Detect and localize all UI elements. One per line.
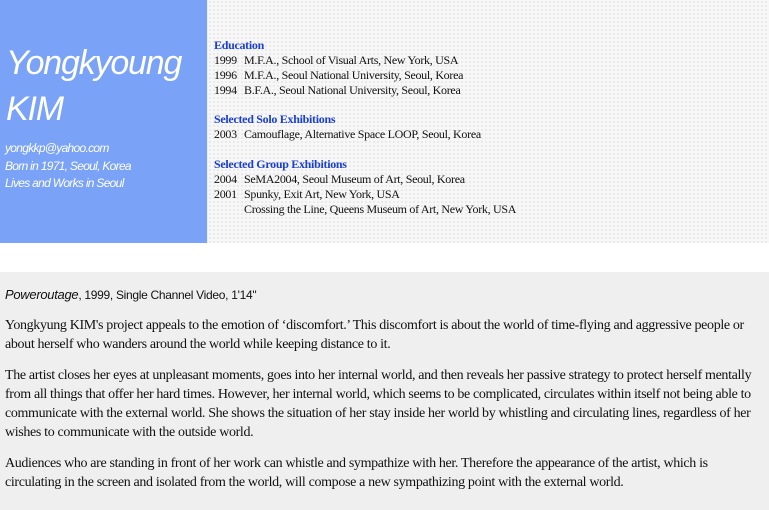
cv-panel <box>208 0 769 243</box>
artist-contact <box>5 140 205 193</box>
cv-text: Camouflage, Alternative Space LOOP, Seoul, Korea <box>244 127 481 141</box>
artist-email: yongkkp@yahoo.com <box>5 141 109 155</box>
cv-row <box>214 187 764 202</box>
cv-row <box>214 53 764 68</box>
artist-name-panel <box>0 0 207 243</box>
artist-name-last: KIM <box>6 90 63 128</box>
cv-solo-exhibitions <box>214 112 764 142</box>
cv-year: 2001 <box>214 187 237 201</box>
cv-text: B.F.A., Seoul National University, Seoul, Korea <box>244 83 461 97</box>
work-title <box>5 287 256 302</box>
cv-text: Crossing the Line, Queens Museum of Art, New York, USA <box>244 202 517 216</box>
education-heading: Education <box>214 38 264 52</box>
spacer <box>0 243 769 272</box>
artist-residence: Lives and Works in Seoul <box>5 176 124 190</box>
work-title-details: , 1999, Single Channel Video, 1'14" <box>78 288 257 302</box>
work-description-panel <box>0 272 769 510</box>
cv-text: M.F.A., School of Visual Arts, New York, USA <box>244 53 459 67</box>
work-title-name: Poweroutage <box>5 287 79 302</box>
cv-year: 2004 <box>214 172 237 186</box>
cv-row <box>214 83 764 98</box>
cv-row <box>214 202 764 217</box>
cv-text: M.F.A., Seoul National University, Seoul, Korea <box>244 68 464 82</box>
description-paragraph: The artist closes her eyes at unpleasant moments, goes into her internal world, and then reveals her passive strategy to protect herself mentally from all things that offer her hard times. However, her internal world, which seems to be complicated, circulates within itself not being able to communicate with the external world. She shows the situation of her stay inside her world by whistling and circulating lines, regardless of her wishes to communicate with the outside world. <box>5 368 752 440</box>
cv-row <box>214 127 764 142</box>
artist-name-first: Yongkyoung <box>6 44 182 82</box>
group-exhibitions-heading: Selected Group Exhibitions <box>214 157 347 171</box>
cv-education <box>214 38 764 98</box>
cv-group-exhibitions <box>214 157 764 217</box>
cv-year: 1994 <box>214 83 237 97</box>
cv-row <box>214 68 764 83</box>
artist-birth: Born in 1971, Seoul, Korea <box>5 158 131 173</box>
cv-row <box>214 172 764 187</box>
solo-exhibitions-heading: Selected Solo Exhibitions <box>214 112 336 126</box>
cv-year: 2003 <box>214 127 237 141</box>
artist-name <box>6 40 206 132</box>
cv-year: 1999 <box>214 53 237 67</box>
description-paragraph: Audiences who are standing in front of her work can whistle and sympathize with her. Therefore the appearance of the artist, which is circulating in the screen and isolated from the world, will compose a new sympathizing point with the external world. <box>5 456 708 490</box>
cv-text: SeMA2004, Seoul Museum of Art, Seoul, Korea <box>244 172 465 186</box>
cv-text: Spunky, Exit Art, New York, USA <box>244 187 400 201</box>
cv-year: 1996 <box>214 68 237 82</box>
description-paragraph: Yongkyung KIM's project appeals to the emotion of ‘discomfort.’ This discomfort is about the world of time-flying and aggressive people or about herself who wanders around the world while keeping distance to it. <box>5 318 744 352</box>
